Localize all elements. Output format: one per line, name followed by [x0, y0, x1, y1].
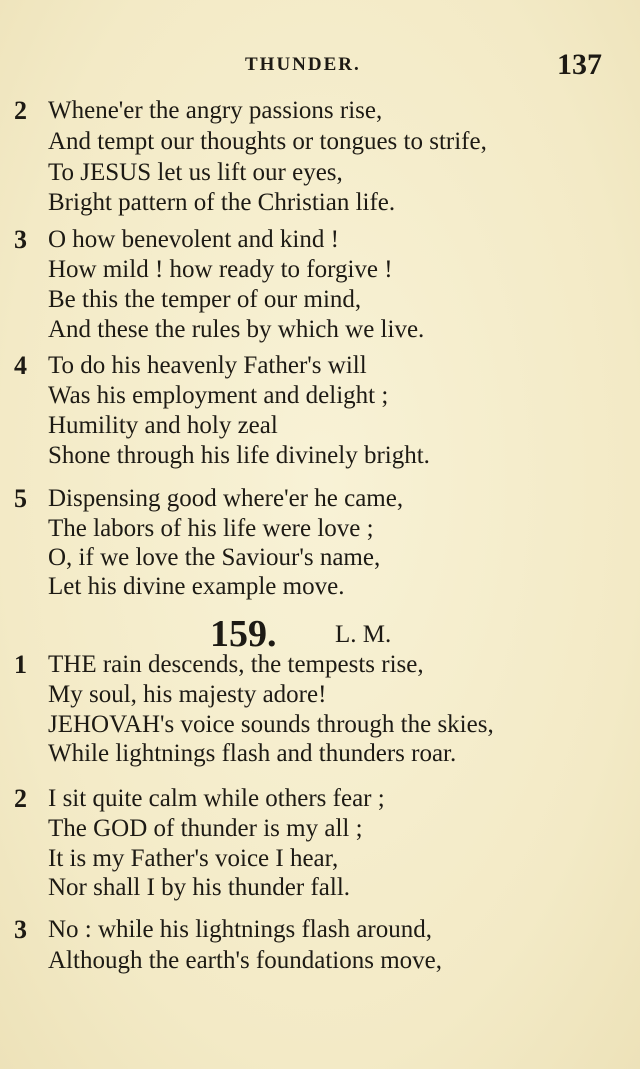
stanza-number: 2 — [14, 96, 27, 125]
verse-line: THE rain descends, the tempests rise, — [48, 651, 424, 678]
running-head — [0, 48, 640, 82]
verse-line: It is my Father's voice I hear, — [48, 845, 339, 872]
running-title: THUNDER. — [245, 54, 361, 75]
verse-line: To do his heavenly Father's will — [48, 352, 367, 379]
verse-line: No : while his lightnings flash around, — [48, 916, 432, 943]
verse-line: The labors of his life were love ; — [48, 515, 374, 542]
verse-line: Bright pattern of the Christian life. — [48, 189, 396, 216]
verse-line: Whene'er the angry passions rise, — [48, 97, 383, 124]
verse-line: Humility and holy zeal — [48, 412, 278, 439]
hymn-number: 159. — [210, 613, 277, 655]
verse-line: O, if we love the Saviour's name, — [48, 544, 381, 571]
verse-line: The GOD of thunder is my all ; — [48, 815, 363, 842]
stanza-number: 3 — [14, 225, 27, 254]
stanza-number: 5 — [14, 484, 27, 513]
stanza-number: 3 — [14, 915, 27, 944]
verse-line: Let his divine example move. — [48, 573, 345, 600]
verse-line: Shone through his life divinely bright. — [48, 442, 430, 469]
hymn-meter: L. M. — [335, 621, 392, 648]
verse-line: Dispensing good where'er he came, — [48, 485, 404, 512]
verse-line: Be this the temper of our mind, — [48, 286, 362, 313]
stanza-number: 2 — [14, 784, 27, 813]
verse-line: While lightnings flash and thunders roar. — [48, 740, 457, 767]
verse-line: O how benevolent and kind ! — [48, 226, 339, 253]
stanza-number: 1 — [14, 650, 27, 679]
verse-line: To JESUS let us lift our eyes, — [48, 159, 343, 186]
verse-line: My soul, his majesty adore! — [48, 681, 327, 708]
verse-line: And tempt our thoughts or tongues to strife, — [48, 128, 487, 155]
stanza-number: 4 — [14, 351, 27, 380]
verse-line: Was his employment and delight ; — [48, 382, 389, 409]
verse-line: And these the rules by which we live. — [48, 316, 425, 343]
verse-line: Although the earth's foundations move, — [48, 947, 443, 974]
verse-line: I sit quite calm while others fear ; — [48, 785, 385, 812]
page-number: 137 — [557, 48, 602, 81]
verse-line: How mild ! how ready to forgive ! — [48, 256, 393, 283]
verse-line: JEHOVAH's voice sounds through the skies, — [48, 711, 494, 738]
verse-line: Nor shall I by his thunder fall. — [48, 874, 351, 901]
